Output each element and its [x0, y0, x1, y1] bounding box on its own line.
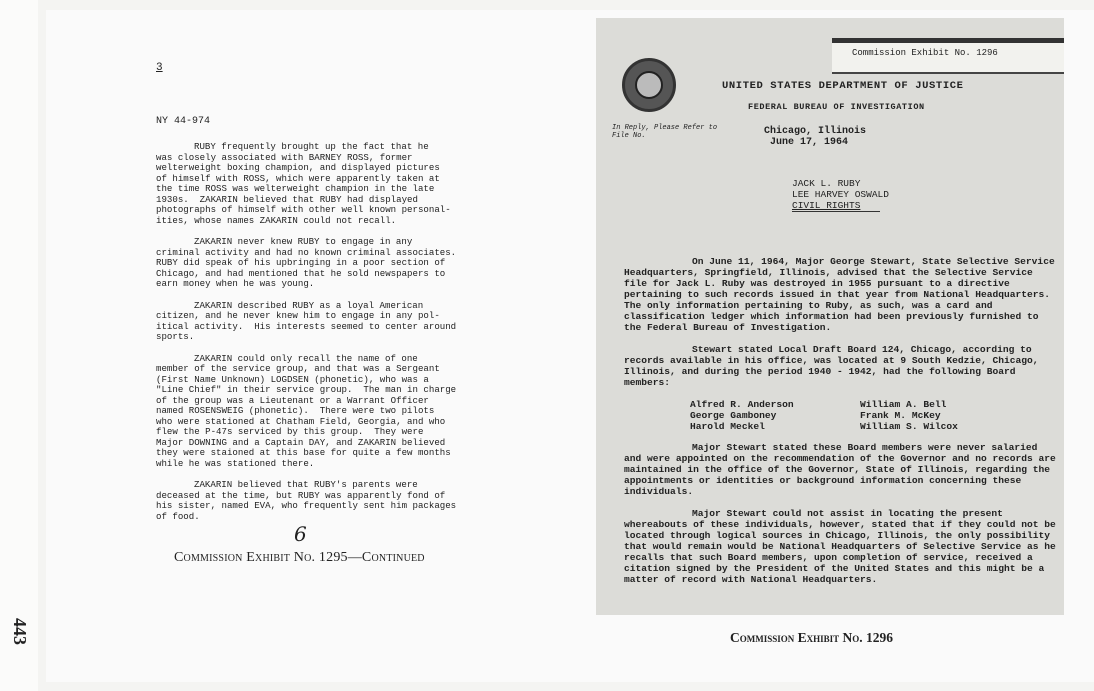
board-member: William S. Wilcox — [860, 421, 958, 432]
subject-line: CIVIL RIGHTS — [792, 200, 861, 211]
board-member: Harold Meckel — [690, 421, 765, 432]
bureau-heading: FEDERAL BUREAU OF INVESTIGATION — [748, 102, 925, 112]
fbi-letter — [596, 18, 1064, 615]
binding-gutter — [0, 0, 38, 691]
doj-seal-icon — [622, 58, 676, 112]
exhibit-caption: Commission Exhibit No. 1295—Continued — [174, 550, 425, 565]
subject-underline — [792, 211, 880, 212]
subject-line: JACK L. RUBY — [792, 178, 861, 189]
paragraph: RUBY frequently brought up the fact that he was closely associated with BARNEY ROSS, former welterweight boxing champion, and displayed pictures of himself with ROSS, which were apparently taken at the time ROSS was welterweight champion in the late 1930s. ZAKARIN believed that RUBY had displayed photographs of himself with other well known personal- ities, whose names ZAKARIN could not recall. — [156, 141, 451, 226]
handwritten-mark: 6 — [294, 522, 307, 546]
board-member: Alfred R. Anderson — [690, 399, 794, 410]
page-number: 443 — [10, 618, 30, 645]
paragraph: ZAKARIN could only recall the name of one member of the service group, and that was a Sergeant (First Name Unknown) LOGDSEN (phonetic), who was a "Line Chief" in their service group. The man in charge of the group was a Lieutenant or a Warrant Officer named ROSENSWEIG (phonetic). There were two pilots who were stationed at Chatham Field, Georgia, and who flew the P-47s serviced by this group. They were Major DOWNING and a Captain DAY, and ZAKARIN believed they were staioned at this base for quite a few months while he was stationed there. — [156, 352, 457, 469]
stamp-label: Commission Exhibit No. 1296 — [852, 48, 998, 58]
exhibit-stamp — [832, 38, 1064, 74]
paragraph: ZAKARIN never knew RUBY to engage in any criminal activity and had no known criminal associates. RUBY did speak of his upbringing in a poor section of Chicago, and had mentioned that he sold newspapers to earn money when he was young. — [156, 236, 457, 289]
subject-block — [792, 178, 889, 211]
left-body-text — [156, 142, 486, 533]
paragraph: Stewart stated Local Draft Board 124, Chicago, according to records available in his office, was located at 9 South Kedzie, Chicago, Illinois, and during the period 1940 - 1942, had the following Board members: — [624, 344, 1039, 388]
paragraph: On June 11, 1964, Major George Stewart, State Selective Service Headquarters, Springfield, Illinois, advised that the Selective Service file for Jack L. Ruby was destroyed in 1955 pursuant to a directive pertaining to such records issued in that year from National Headquarters. The only information pertaining to Ruby, as such, was a card and classification ledger which information had been previously furnished to the Federal Bureau of Investigation. — [624, 256, 1055, 333]
exhibit-caption: Commission Exhibit No. 1296 — [730, 630, 894, 645]
paragraph: Major Stewart could not assist in locating the present whereabouts of these individuals, however, stated that if they could not be located through logical sources in Chicago, Illinois, the only possibility that would remain would be National Headquarters of Selective Service as he recalls that such Board members, upon completion of service, received a citation signed by the President of the United States and this might be a matter of record with National Headquarters. — [624, 508, 1056, 585]
paragraph: Major Stewart stated these Board members were never salaried and were appointed on the recommendation of the Governor and no records are maintained in the office of the Governor, State of Illinois, regarding the appointments or identities or background information concerning these individuals. — [624, 442, 1056, 497]
letter-place: Chicago, Illinois — [764, 126, 867, 137]
right-page — [566, 10, 1094, 682]
reply-note: In Reply, Please Refer to File No. — [612, 124, 718, 140]
board-member: Frank M. McKey — [860, 410, 941, 421]
board-member: William A. Bell — [860, 399, 947, 410]
department-heading: UNITED STATES DEPARTMENT OF JUSTICE — [722, 80, 964, 92]
letter-place-date — [764, 126, 866, 148]
subject-line: LEE HARVEY OSWALD — [792, 189, 889, 200]
left-page — [46, 10, 566, 682]
paragraph: ZAKARIN described RUBY as a loyal American citizen, and he never knew him to engage in any pol- itical activity. His interests seemed to center around sports. — [156, 299, 457, 342]
page-marker: 3 — [156, 62, 163, 74]
paragraph: ZAKARIN believed that RUBY's parents were deceased at the time, but RUBY was apparently fond of his sister, named EVA, who frequently sent him packages of food. — [156, 479, 457, 522]
board-member-list — [690, 399, 1056, 432]
letter-date: June 17, 1964 — [770, 137, 849, 148]
letter-body — [624, 256, 1056, 596]
board-member: George Gamboney — [690, 410, 777, 421]
seal-center — [635, 71, 663, 99]
file-reference: NY 44-974 — [156, 116, 211, 127]
stamp-bar — [832, 38, 1064, 43]
